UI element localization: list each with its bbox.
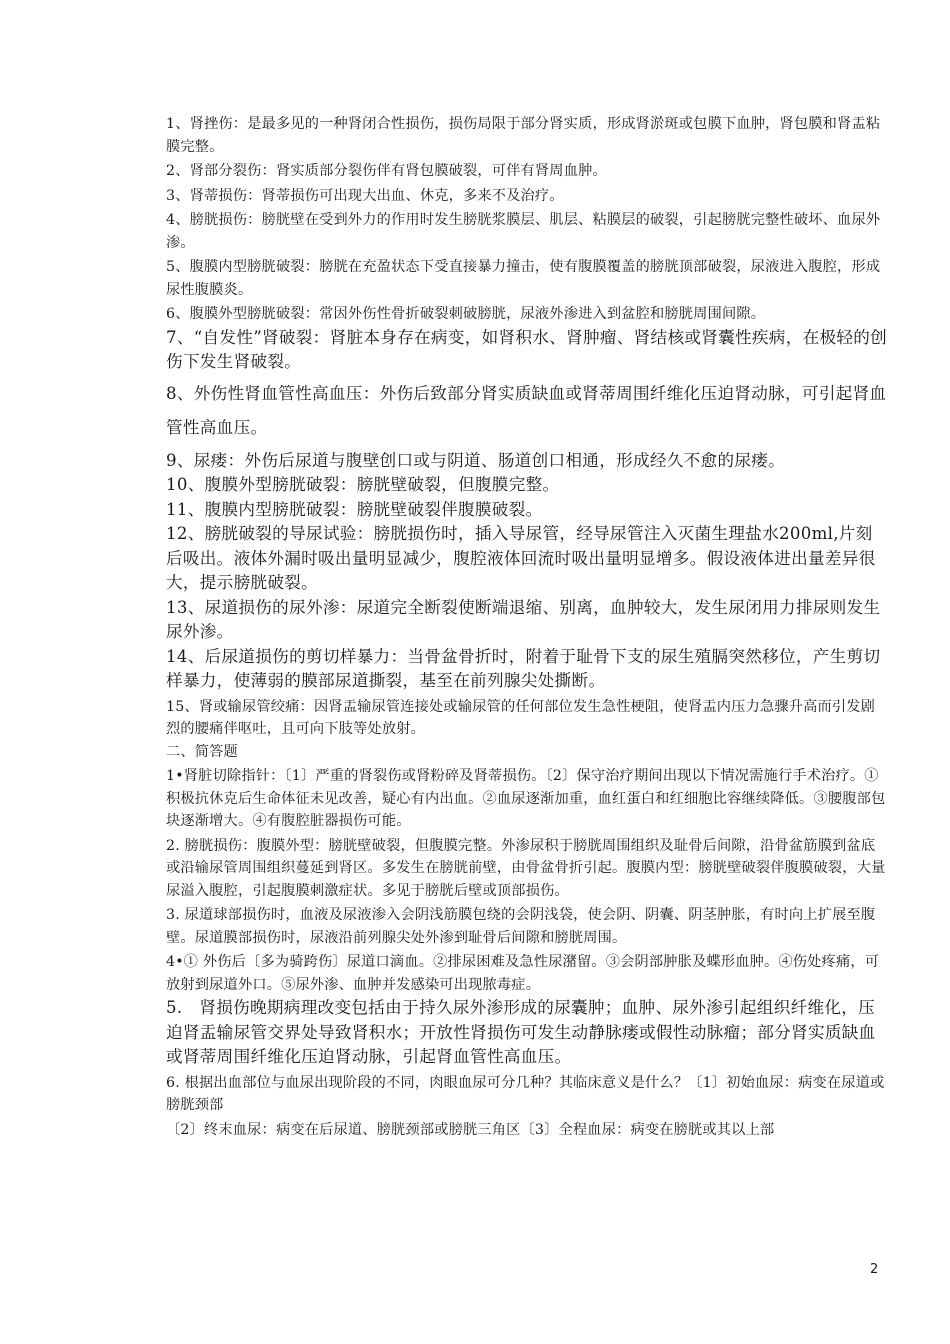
definition-partial-kidney-laceration: 2、肾部分裂伤：肾实质部分裂伤伴有肾包膜破裂，可伴有肾周血肿。 bbox=[166, 163, 607, 179]
definition-urethral-extravasation: 13、尿道损伤的尿外渗：尿道完全断裂使断端退缩、别离，血肿较大，发生尿闭用力排尿则发生尿外渗。 bbox=[166, 597, 881, 641]
section-heading-short-answers: 二、简答题 bbox=[166, 743, 238, 760]
answer-4-symptoms: 4•① 外伤后〔多为骑跨伤〕尿道口滴血。②排尿困难及急性尿潴留。③会阴部肿胀及蝶形血肿。④伤处疼痛，可放射到尿道外口。⑤尿外渗、血肿并发感染可出现脓毒症。 bbox=[166, 954, 880, 993]
definition-shear-force: 14、后尿道损伤的剪切样暴力：当骨盆骨折时，附着于耻骨下支的尿生殖膈突然移位，产生剪切样暴力，使薄弱的膜部尿道撕裂，基至在前列腺尖处撕断。 bbox=[166, 646, 881, 690]
definition-renal-pedicle-injury: 3、肾蒂损伤：肾蒂损伤可出现大出血、休克，多来不及治疗。 bbox=[166, 187, 564, 204]
document-body bbox=[166, 113, 888, 1141]
answer-3-urethral-injury: 3. 尿道球部损伤时，血液及尿液渗入会阴浅筋膜包绕的会阴浅袋，使会阴、阴囊、阴茎肿胀，有时向上扩展至腹壁。尿道膜部损伤时，尿液沿前列腺尖处外渗到耻骨后间隙和膀胱周围。 bbox=[166, 907, 876, 946]
definition-catheter-test: 12、膀胱破裂的导尿试验：膀胱损伤时，插入导尿管，经导尿管注入灭菌生理盐水200ml,片刻后吸出。液体外漏时吸出量明显减少，腹腔液体回流时吸出量明显增多。假设液体进出量差异很大，提示膀胱破裂。 bbox=[166, 524, 876, 592]
page-number: 2 bbox=[870, 1262, 879, 1277]
definition-traumatic-renovascular-hypertension: 8、外伤性肾血管性高血压：外伤后致部分肾实质缺血或肾蒂周围纤维化压迫肾动脉，可引起肾血管性高血压。 bbox=[166, 383, 887, 437]
definition-intraperitoneal-bladder-rupture: 5、腹膜内型膀胱破裂：膀胱在充盈状态下受直接暴力撞击，使有腹膜覆盖的膀胱顶部破裂，尿液进入腹腔，形成尿性腹膜炎。 bbox=[166, 259, 881, 298]
definition-intraperitoneal-bladder-rupture-2: 11、腹膜内型膀胱破裂：膀胱壁破裂伴腹膜破裂。 bbox=[166, 499, 543, 519]
definition-extraperitoneal-bladder-rupture: 6、腹膜外型膀胱破裂：常因外伤性骨折破裂刺破膀胱，尿液外渗进入到盆腔和膀胱周围间隙。 bbox=[166, 306, 766, 322]
definition-urinary-fistula: 9、尿瘘：外伤后尿道与腹壁创口或与阴道、肠道创口相通，形成经久不愈的尿瘘。 bbox=[166, 450, 786, 470]
definition-kidney-contusion: 1、肾挫伤：是最多见的一种肾闭合性损伤，损伤局限于部分肾实质，形成肾淤斑或包膜下血肿，肾包膜和肾盂粘膜完整。 bbox=[166, 116, 881, 155]
answer-2-bladder-injury: 2. 膀胱损伤：腹膜外型：膀胱壁破裂，但腹膜完整。外渗尿积于膀胱周围组织及耻骨后间隙，沿骨盆筋膜到盆底或沿输尿管周围组织蔓延到肾区。多发生在膀胱前壁，由骨盆骨折引起。腹膜内型：膀胱壁破裂伴腹膜破裂，大量尿溢入腹腔，引起腹膜刺激症状。多见于膀胱后壁或顶部损伤。 bbox=[166, 837, 886, 899]
answer-6-hematuria: 6. 根据出血部位与血尿出现阶段的不同，肉眼血尿可分几种？其临床意义是什么？〔1〕初始血尿：病变在尿道或膀胱颈部 bbox=[166, 1074, 885, 1113]
definition-bladder-injury: 4、膀胱损伤：膀胱壁在受到外力的作用时发生膀胱浆膜层、肌层、粘膜层的破裂，引起膀胱完整性破坏、血尿外渗。 bbox=[166, 212, 881, 251]
answer-5-late-pathology: 5. 肾损伤晚期病理改变包括由于持久尿外渗形成的尿囊肿；血肿、尿外渗引起组织纤维化，压迫肾盂输尿管交界处导致肾积水；开放性肾损伤可发生动静脉瘘或假性动脉瘤；部分肾实质缺血或肾蒂周围纤维化压迫肾动脉，引起肾血管性高血压。 bbox=[166, 998, 876, 1066]
answer-6-hematuria-continued: 〔2〕终末血尿：病变在后尿道、膀胱颈部或膀胱三角区〔3〕全程血尿：病变在膀胱或其以上部 bbox=[166, 1121, 775, 1138]
definition-spontaneous-kidney-rupture: 7、“自发性”肾破裂：肾脏本身存在病变，如肾积水、肾肿瘤、肾结核或肾囊性疾病，在极轻的创伤下发生肾破裂。 bbox=[166, 327, 888, 371]
definition-renal-colic: 15、肾或输尿管绞痛：因肾盂输尿管连接处或输尿管的任何部位发生急性梗阻，使肾盂内压力急骤升高而引发剧烈的腰痛伴呕吐，且可向下肢等处放射。 bbox=[166, 698, 876, 737]
answer-1-nephrectomy-indications: 1•肾脏切除指针：〔1〕严重的肾裂伤或肾粉碎及肾蒂损伤。〔2〕保守治疗期间出现以下情况需施行手术治疗。①积极抗休克后生命体征未见改善，疑心有内出血。②血尿逐渐加重，血红蛋白和红细胞比容继续降低。③腰腹部包块逐渐增大。④有腹腔脏器损伤可能。 bbox=[166, 768, 886, 829]
definition-extraperitoneal-bladder-rupture-2: 10、腹膜外型膀胱破裂：膀胱壁破裂，但腹膜完整。 bbox=[166, 475, 560, 494]
